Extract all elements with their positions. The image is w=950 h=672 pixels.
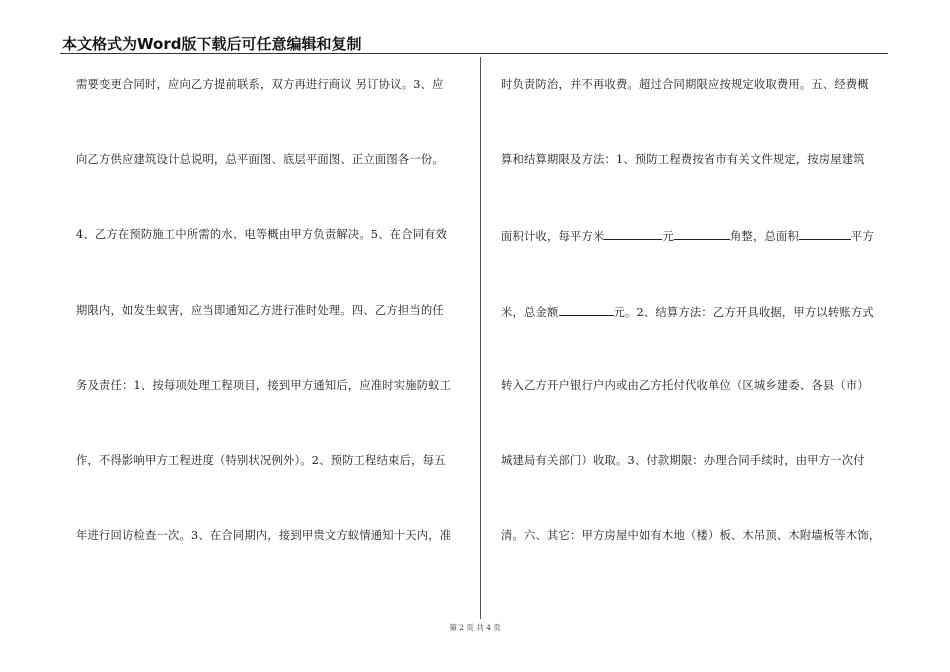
text-line: 需要变更合同时，应向乙方提前联系，双方再进行商议 另订协议。3、应 <box>76 78 444 91</box>
document-header-title: 本文格式为Word版下载后可任意编辑和复制 <box>62 35 362 53</box>
right-text-column <box>501 78 887 604</box>
text-line <box>501 228 887 303</box>
text-segment: 平方 <box>850 230 874 244</box>
text-segment: 元。2、结算方法：乙方开具收据，甲方以转账方式 <box>613 305 874 319</box>
text-line: 向乙方供应建筑设计总说明，总平面图、底层平面图、正立面图各一份。 <box>76 153 444 167</box>
left-text-column <box>76 78 466 604</box>
text-line: 时负责防治，并不再收费。超过合同期限应按规定收取费用。五、经费概 <box>501 78 869 91</box>
text-line <box>501 304 887 379</box>
text-segment: 角整，总面积 <box>729 230 799 244</box>
text-line: 期限内，如发生蚁害，应当即通知乙方进行准时处理。四、乙方担当的任 <box>76 303 444 317</box>
page-indicator: 第 2 页 共 4 页 <box>449 623 501 632</box>
text-line: 转入乙方开户银行户内或由乙方托付代收单位（区城乡建委、各县（市） <box>501 378 869 392</box>
fill-in-blank <box>604 228 662 240</box>
column-divider <box>480 57 481 619</box>
text-segment: 元 <box>662 230 674 244</box>
text-line: 城建局有关部门）收取。3、付款期限：办理合同手续时，由甲方一次付 <box>501 453 865 467</box>
text-line: 清。六、其它：甲方房屋中如有木地（楼）板、木吊顶、木附墙板等木饰， <box>501 529 881 543</box>
text-line: 务及责任：1、按每项处理工程项目，接到甲方通知后，应准时实施防蚁工 <box>76 378 452 392</box>
header-rule <box>60 53 888 54</box>
text-line: 作，不得影响甲方工程进度（特别状况例外）。2、预防工程结束后，每五 <box>76 453 446 467</box>
fill-in-blank <box>674 228 730 240</box>
fill-in-blank <box>559 304 614 316</box>
text-line: 年进行回访检查一次。3、在合同期内，接到甲贵文方蚁情通知十天内，准 <box>76 529 452 543</box>
text-segment: 面积计收，每平方米 <box>501 230 605 244</box>
text-segment: 米，总金额 <box>501 305 559 319</box>
text-line: 4、乙方在预防施工中所需的水、电等概由甲方负责解决。5、在合同有效 <box>76 228 448 242</box>
text-line: 算和结算期限及方法：1、预防工程费按省市有关文件规定，按房屋建筑 <box>501 153 865 167</box>
fill-in-blank <box>799 228 851 240</box>
